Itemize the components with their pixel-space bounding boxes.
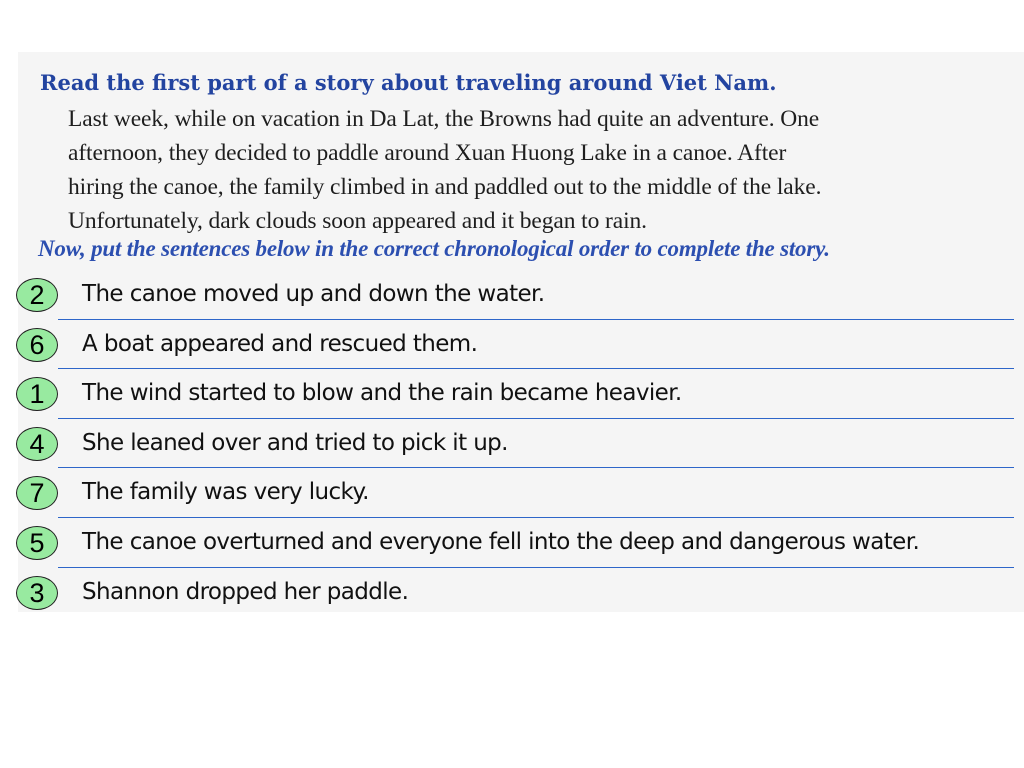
story-passage (68, 102, 968, 238)
sentence-row (0, 419, 1024, 469)
story-line: afternoon, they decided to paddle around Xuan Huong Lake in a canoe. After (68, 140, 787, 166)
sentence-row (0, 369, 1024, 419)
sentence-text: The canoe overturned and everyone fell into the deep and dangerous water. (82, 528, 920, 555)
sentence-row (0, 568, 1024, 618)
sentence-text: A boat appeared and rescued them. (82, 330, 478, 357)
sentence-row (0, 270, 1024, 320)
sentence-text: The family was very lucky. (82, 479, 369, 506)
story-line: hiring the canoe, the family climbed in and paddled out to the middle of the lake. (68, 174, 822, 200)
sentence-row (0, 320, 1024, 370)
story-line: Unfortunately, dark clouds soon appeared and it began to rain. (68, 208, 647, 234)
exercise-title: Read the first part of a story about traveling around Viet Nam. (40, 70, 777, 95)
sentence-text: The canoe moved up and down the water. (82, 281, 545, 307)
sentence-text: She leaned over and tried to pick it up. (82, 429, 508, 456)
sentence-list (0, 270, 1024, 617)
order-number-badge: 5 (16, 526, 58, 560)
sentence-text: The wind started to blow and the rain became heavier. (82, 380, 682, 407)
order-number-badge: 7 (16, 476, 58, 510)
order-number-badge: 3 (16, 576, 58, 610)
sentence-row (0, 468, 1024, 518)
order-number-badge: 4 (16, 427, 58, 461)
sentence-row (0, 518, 1024, 568)
sentence-text: Shannon dropped her paddle. (82, 578, 409, 605)
order-number-badge: 6 (16, 328, 58, 362)
instruction-text: Now, put the sentences below in the correct chronological order to complete the story. (38, 236, 830, 261)
story-line: Last week, while on vacation in Da Lat, the Browns had quite an adventure. One (68, 106, 820, 132)
order-number-badge: 1 (16, 377, 58, 411)
order-number-badge: 2 (16, 278, 58, 312)
